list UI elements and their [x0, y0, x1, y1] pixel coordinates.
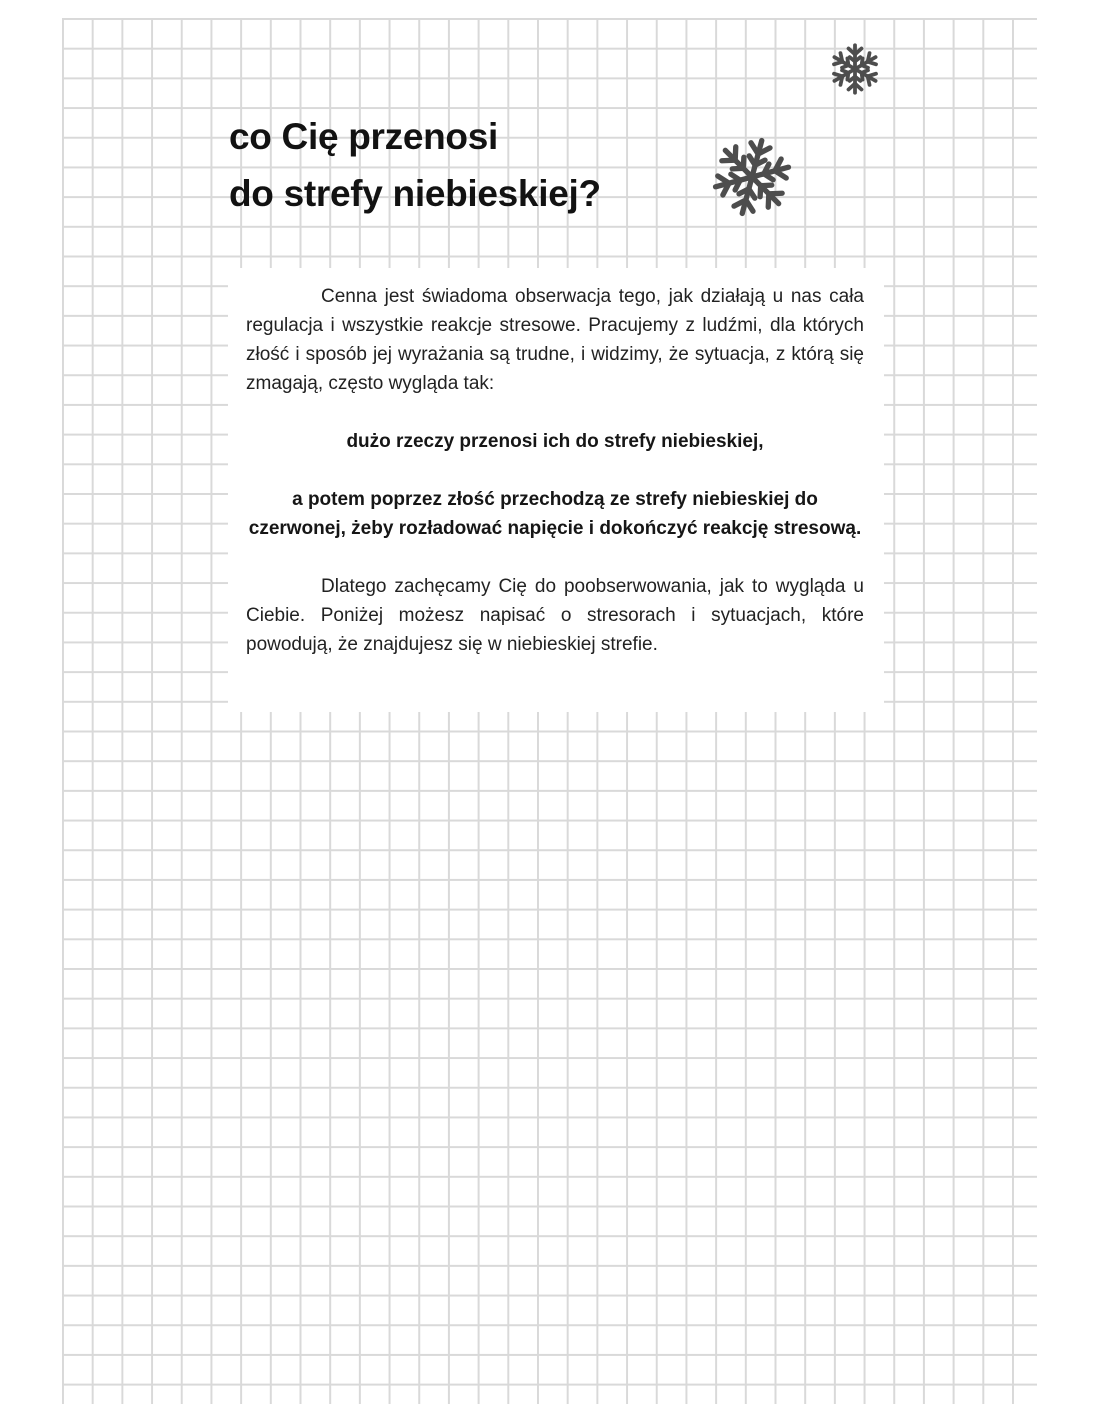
- page-title-line-2: do strefy niebieskiej?: [229, 173, 601, 214]
- intro-paragraph: Cenna jest świadoma obserwacja tego, jak działają u nas cała regulacja i wszystkie reakcje stresowe. Pracujemy z ludźmi, dla których złość i sposób jej wyrażania są trudne, i widzimy, że sytuacja, z którą się zmagają, często wygląda tak:: [246, 286, 864, 394]
- page-title-line-1: co Cię przenosi: [229, 116, 498, 157]
- snowflake-icon: [828, 40, 882, 98]
- highlight-statement-2: a potem poprzez złość przechodzą ze strefy niebieskiej do czerwonej, żeby rozładować napięcie i dokończyć reakcję stresową.: [248, 489, 862, 539]
- snowflake-icon: [711, 136, 793, 218]
- highlight-statement-1: dużo rzeczy przenosi ich do strefy niebieskiej,: [346, 431, 764, 452]
- text-panel-content: [246, 282, 864, 659]
- page-title: [229, 108, 601, 222]
- text-panel: [228, 268, 884, 712]
- closing-paragraph: Dlatego zachęcamy Cię do poobserwowania, jak to wygląda u Ciebie. Poniżej możesz napisać o stresorach i sytuacjach, które powodują, że znajdujesz się w niebieskiej strefie.: [246, 576, 864, 655]
